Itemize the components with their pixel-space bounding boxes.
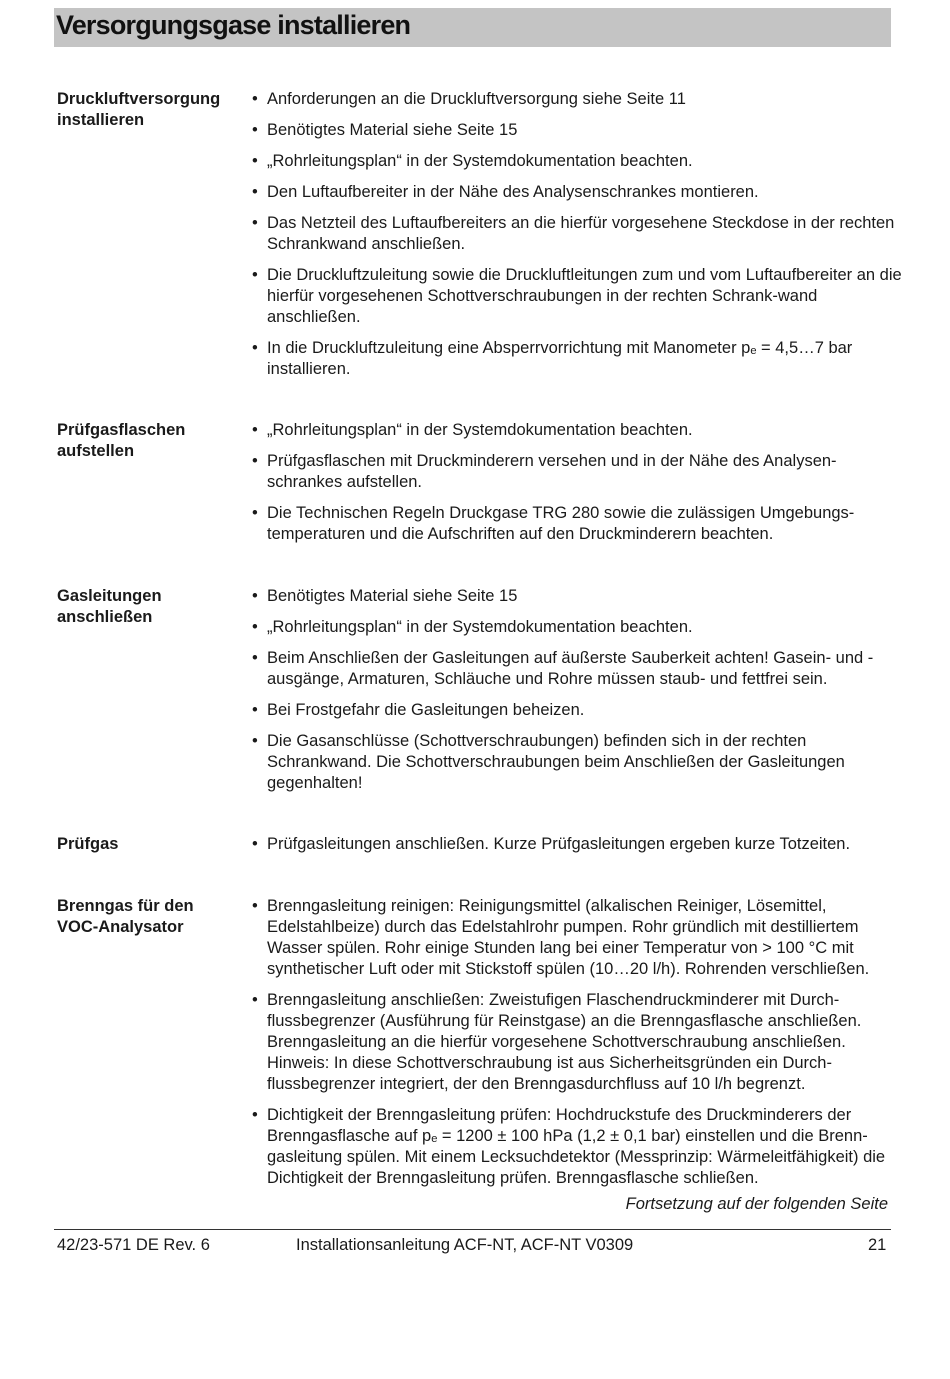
bullet-list [252, 420, 902, 555]
footer-doc-number: 42/23-571 DE Rev. 6 [57, 1236, 210, 1254]
list-item: • Den Luftaufbereiter in der Nähe des Analysenschrankes montieren. [252, 182, 902, 203]
list-item: • „Rohrleitungsplan“ in der Systemdokumentation beachten. [252, 617, 902, 638]
section-label: Brenngas für den VOC-Analysator [57, 897, 194, 936]
section-label: Prüfgasflaschen aufstellen [57, 421, 186, 460]
list-item: • Prüfgasflaschen mit Druckminderern versehen und in der Nähe des Analysen-schrankes aufstellen. [252, 451, 902, 493]
list-item: • Benötigtes Material siehe Seite 15 [252, 120, 902, 141]
list-item: • Dichtigkeit der Brenngasleitung prüfen: Hochdruckstufe des Druckminderers der Brenngasflasche auf pₑ = 1200 ± 100 hPa (1,2 ± 0,1 bar) einstellen und die Brenn-gasleitung spülen. Mit einem Lecksuchdetektor (Messprinzip: Wärmeleitfähigkeit) die Dichtigkeit der Brenngasleitung prüfen. Brenngasflasche schließen. [252, 1105, 902, 1189]
list-item: • Bei Frostgefahr die Gasleitungen beheizen. [252, 700, 902, 721]
list-item: • In die Druckluftzuleitung eine Absperrvorrichtung mit Manometer pₑ = 4,5…7 bar installieren. [252, 338, 902, 380]
bullet-list [252, 834, 902, 865]
bullet-list [252, 586, 902, 804]
footer-divider [54, 1229, 891, 1230]
footer-doc-title: Installationsanleitung ACF-NT, ACF-NT V0309 [296, 1236, 634, 1254]
list-item: • „Rohrleitungsplan“ in der Systemdokumentation beachten. [252, 151, 902, 172]
list-item: • Anforderungen an die Druckluftversorgung siehe Seite 11 [252, 89, 902, 110]
list-item: • Das Netzteil des Luftaufbereiters an die hierfür vorgesehene Steckdose in der rechten Schrankwand anschließen. [252, 213, 902, 255]
list-item: • Brenngasleitung anschließen: Zweistufigen Flaschendruckminderer mit Durch-flussbegrenzer (Ausführung für Reinstgase) an die Brenngasflasche anschließen. Brenngasleitung an die hierfür vorgesehene Schottverschraubung anschließen. Hinweis: In diese Schottverschraubung ist aus Sicherheitsgründen ein Durch-flussbegrenzer integriert, der den Brenngasdurchfluss auf 10 l/h begrenzt. [252, 990, 902, 1095]
list-item: • Die Gasanschlüsse (Schottverschraubungen) befinden sich in der rechten Schrankwand. Die Schottverschraubungen beim Anschließen der Gasleitungen gegenhalten! [252, 731, 902, 794]
continuation-note: Fortsetzung auf der folgenden Seite [625, 1195, 888, 1213]
page-title: Versorgungsgase installieren [56, 10, 411, 40]
footer-page-number: 21 [868, 1236, 887, 1254]
bullet-list [252, 896, 902, 1199]
bullet-list [252, 89, 902, 390]
list-item: • Die Technischen Regeln Druckgase TRG 280 sowie die zulässigen Umgebungs-temperaturen und die Aufschriften auf den Druckminderern beachten. [252, 503, 902, 545]
list-item: • Beim Anschließen der Gasleitungen auf äußerste Sauberkeit achten! Gasein- und -ausgänge, Armaturen, Schläuche und Rohre müssen staub- und fettfrei sein. [252, 648, 902, 690]
list-item: • Die Druckluftzuleitung sowie die Druckluftleitungen zum und vom Luftaufbereiter an die hierfür vorgesehenen Schottverschraubungen in der rechten Schrank-wand anschließen. [252, 265, 902, 328]
section-label: Druckluftversorgung installieren [57, 90, 221, 129]
page-header [54, 8, 891, 47]
list-item: • „Rohrleitungsplan“ in der Systemdokumentation beachten. [252, 420, 902, 441]
list-item: • Prüfgasleitungen anschließen. Kurze Prüfgasleitungen ergeben kurze Totzeiten. [252, 834, 902, 855]
list-item: • Brenngasleitung reinigen: Reinigungsmittel (alkalischen Reiniger, Lösemittel, Edelstahlbeize) durch das Edelstahlrohr pumpen. Rohr gründlich mit destilliertem Wasser spülen. Rohr einige Stunden lang bei einer Temperatur von > 100 °C mit synthetischer Luft oder mit Stickstoff spülen (10…20 l/h). Rohrenden verschließen. [252, 896, 902, 980]
list-item: • Benötigtes Material siehe Seite 15 [252, 586, 902, 607]
section-label: Prüfgas [57, 835, 119, 853]
section-label: Gasleitungen anschließen [57, 587, 162, 626]
